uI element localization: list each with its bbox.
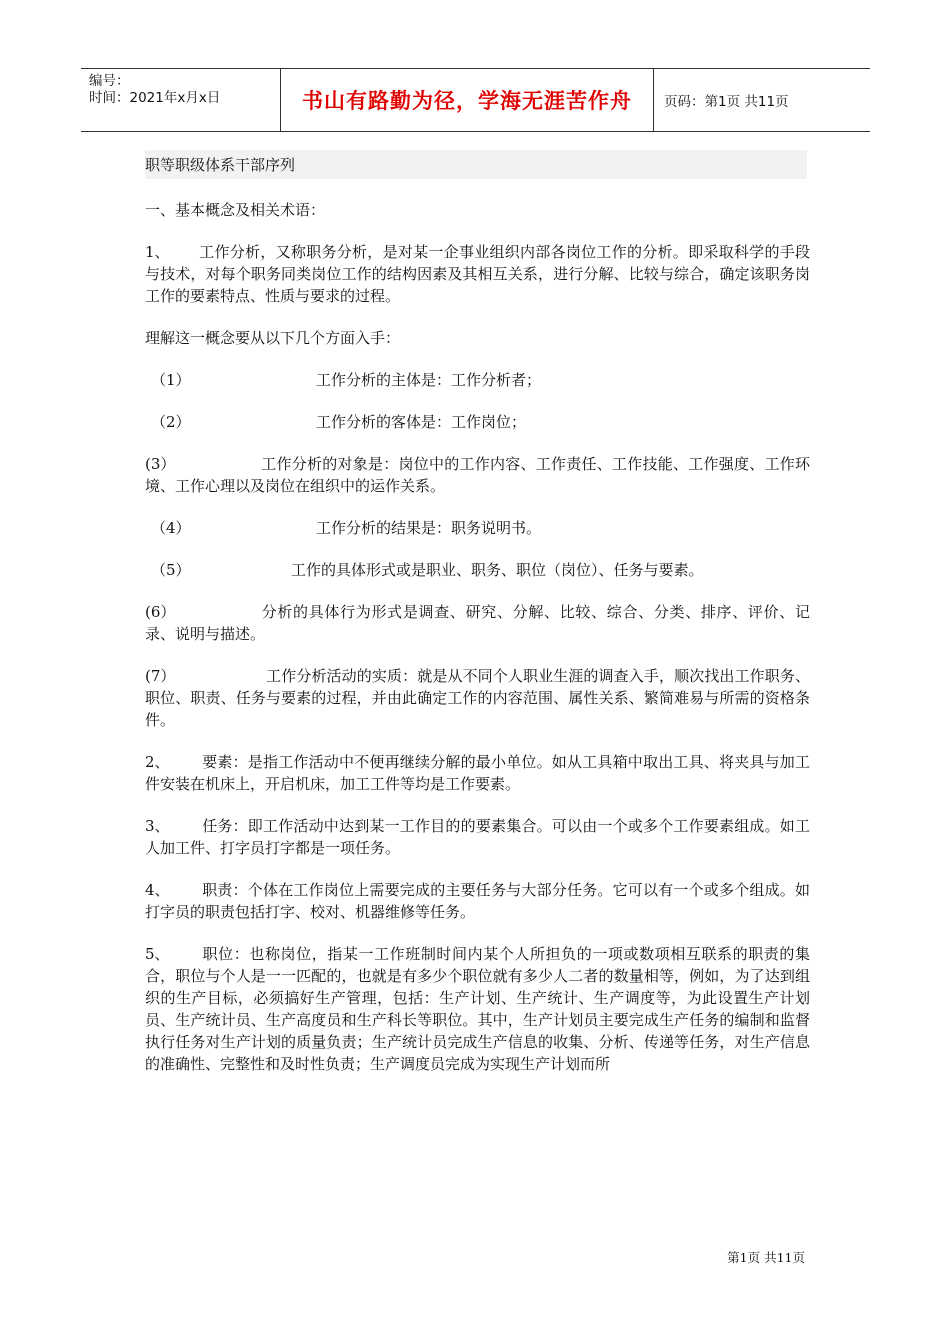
- section-heading: 一、基本概念及相关术语：: [145, 201, 326, 219]
- sub-text: 工作的具体形式或是职业、职务、职位（岗位）、任务与要素。: [291, 561, 704, 579]
- sub-item-7: [145, 665, 810, 731]
- sub-number: (6）: [145, 603, 176, 621]
- item-text: 工作分析，又称职务分析，是对某一企事业组织内部各岗位工作的分析。即采取科学的手段与技术，对每个职务同类岗位工作的结构因素及其相互关系，进行分解、比较与综合，确定该职务岗工作的要素特点、性质与要求的过程。: [145, 243, 810, 305]
- sub-number: (3）: [145, 455, 176, 473]
- header-table: [81, 68, 870, 132]
- header-meta: [81, 69, 281, 131]
- item-text: 职位：也称岗位，指某一工作班制时间内某个人所担负的一项或数项相互联系的职责的集合，职位与个人是一一匹配的，也就是有多少个职位就有多少人二者的数量相等，例如，为了达到组织的生产目标，必须搞好生产管理，包括：生产计划、生产统计、生产调度等，为此设置生产计划员、生产统计员、生产高度员和生产科长等职位。其中，生产计划员主要完成生产任务的编制和监督执行任务对生产计划的质量负责；生产统计员完成生产信息的收集、分析、传递等任务，对生产信息的准确性、完整性和及时性负责；生产调度员完成为实现生产计划而所: [145, 945, 810, 1073]
- document-body: [145, 150, 810, 1095]
- code-label: 编号：: [89, 73, 130, 89]
- sub-number: (7）: [145, 667, 176, 685]
- sub-number: （1）: [151, 371, 191, 389]
- paragraph-item-3: [145, 815, 810, 859]
- doc-title: 职等职级体系干部序列: [145, 150, 807, 179]
- item-number: 5、: [145, 945, 170, 963]
- sub-item-4: [145, 517, 810, 539]
- sub-number: （5）: [151, 561, 191, 579]
- sub-item-5: [145, 559, 810, 581]
- sub-item-2: [145, 411, 810, 433]
- item-text: 职责：个体在工作岗位上需要完成的主要任务与大部分任务。它可以有一个或多个组成。如打字员的职责包括打字、校对、机器维修等任务。: [145, 881, 810, 921]
- sub-item-3: [145, 453, 810, 497]
- item-number: 1、: [145, 243, 170, 261]
- item-number: 3、: [145, 817, 170, 835]
- item-text: 要素：是指工作活动中不便再继续分解的最小单位。如从工具箱中取出工具、将夹具与加工件安装在机床上，开启机床，加工工件等均是工作要素。: [145, 753, 810, 793]
- item-number: 2、: [145, 753, 170, 771]
- sub-text: 分析的具体行为形式是调查、研究、分解、比较、综合、分类、排序、评价、记录、说明与描述。: [145, 603, 810, 643]
- time-label: 时间：2021年x月x日: [89, 90, 221, 106]
- sub-text: 工作分析的主体是：工作分析者；: [316, 371, 542, 389]
- paragraph-item-5: [145, 943, 810, 1075]
- page-footer: 第1页 共11页: [727, 1250, 805, 1265]
- paragraph-item-1: [145, 241, 810, 307]
- sub-number: （4）: [151, 519, 191, 537]
- sub-text: 工作分析的结果是：职务说明书。: [316, 519, 542, 537]
- sub-item-1: [145, 369, 810, 391]
- motto: 书山有路勤为径，学海无涯苦作舟: [281, 69, 654, 131]
- item-number: 4、: [145, 881, 170, 899]
- sub-item-6: [145, 601, 810, 645]
- paragraph-item-2: [145, 751, 810, 795]
- paragraph-understand: 理解这一概念要从以下几个方面入手：: [145, 329, 401, 347]
- sub-text: 工作分析活动的实质：就是从不同个人职业生涯的调查入手，顺次找出工作职务、职位、职责、任务与要素的过程，并由此确定工作的内容范围、属性关系、繁简难易与所需的资格条件。: [145, 667, 810, 729]
- sub-text: 工作分析的客体是：工作岗位；: [316, 413, 527, 431]
- sub-text: 工作分析的对象是：岗位中的工作内容、工作责任、工作技能、工作强度、工作环境、工作心理以及岗位在组织中的运作关系。: [145, 455, 810, 495]
- item-text: 任务：即工作活动中达到某一工作目的的要素集合。可以由一个或多个工作要素组成。如工人加工件、打字员打字都是一项任务。: [145, 817, 810, 857]
- sub-number: （2）: [151, 413, 191, 431]
- paragraph-item-4: [145, 879, 810, 923]
- page-info: 页码：第1页 共11页: [664, 94, 789, 110]
